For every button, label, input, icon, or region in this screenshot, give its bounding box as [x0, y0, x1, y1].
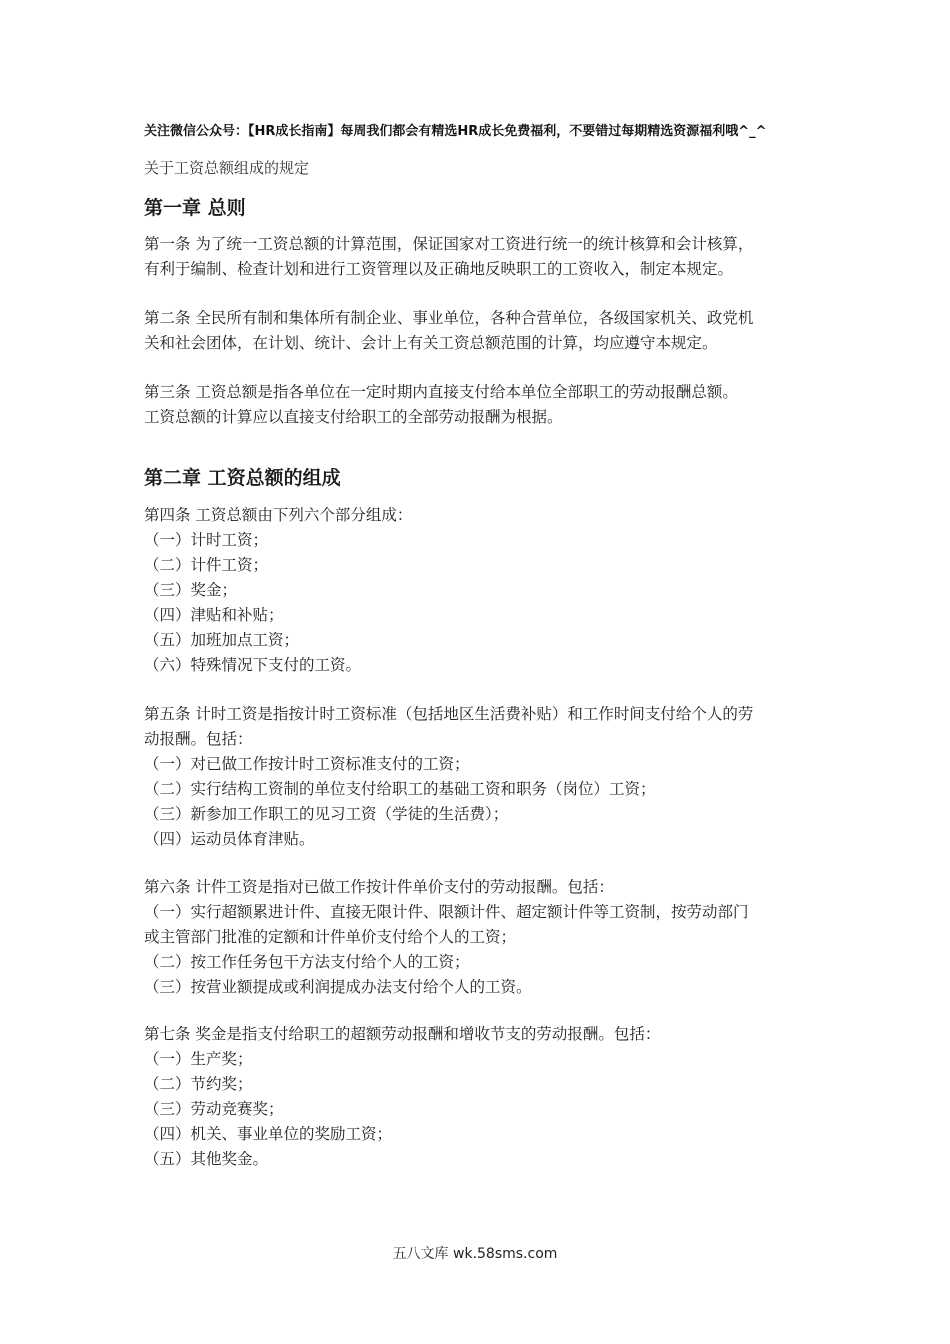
article-2: [144, 306, 814, 356]
article-1-line: 有利于编制、检查计划和进行工资管理以及正确地反映职工的工资收入，制定本规定。: [144, 260, 734, 278]
list-item: （一）计时工资；: [144, 531, 269, 549]
list-item: （五）其他奖金。: [144, 1150, 269, 1168]
article-6: [144, 875, 814, 1000]
list-item: （一）生产奖；: [144, 1050, 253, 1068]
list-item: （一）实行超额累进计件、直接无限计件、限额计件、超定额计件等工资制，按劳动部门: [144, 903, 749, 921]
list-item: （二）按工作任务包干方法支付给个人的工资；: [144, 953, 470, 971]
list-item: （四）运动员体育津贴。: [144, 830, 315, 848]
article-5-line: 动报酬。包括：: [144, 730, 253, 748]
list-item: （三）按营业额提成或利润提成办法支付给个人的工资。: [144, 978, 532, 996]
list-item: （五）加班加点工资；: [144, 631, 300, 649]
list-item: （二）节约奖；: [144, 1075, 253, 1093]
document-title: 关于工资总额组成的规定: [144, 159, 310, 177]
footer-watermark: 五八文库 wk.58sms.com: [392, 1246, 558, 1262]
article-1-line: 第一条 为了统一工资总额的计算范围，保证国家对工资进行统一的统计核算和会计核算，: [144, 235, 754, 253]
list-item: （二）实行结构工资制的单位支付给职工的基础工资和职务（岗位）工资；: [144, 780, 656, 798]
article-4-line: 第四条 工资总额由下列六个部分组成：: [144, 506, 413, 524]
list-item: （三）新参加工作职工的见习工资（学徒的生活费）；: [144, 805, 509, 823]
article-3-line: 工资总额的计算应以直接支付给职工的全部劳动报酬为根据。: [144, 408, 563, 426]
article-7-line: 第七条 奖金是指支付给职工的超额劳动报酬和增收节支的劳动报酬。包括：: [144, 1025, 661, 1043]
list-item: （一）对已做工作按计时工资标准支付的工资；: [144, 755, 470, 773]
list-item: （三）劳动竞赛奖；: [144, 1100, 284, 1118]
article-6-line: 第六条 计件工资是指对已做工作按计件单价支付的劳动报酬。包括：: [144, 878, 614, 896]
article-2-line: 关和社会团体，在计划、统计、会计上有关工资总额范围的计算，均应遵守本规定。: [144, 334, 718, 352]
list-item: （三）奖金；: [144, 581, 238, 599]
list-item: （四）机关、事业单位的奖励工资；: [144, 1125, 393, 1143]
article-2-line: 第二条 全民所有制和集体所有制企业、事业单位，各种合营单位，各级国家机关、政党机: [144, 309, 754, 327]
list-item: （四）津贴和补贴；: [144, 606, 284, 624]
article-7: [144, 1022, 814, 1172]
list-item: （六）特殊情况下支付的工资。: [144, 656, 362, 674]
wechat-notice: 关注微信公众号：【HR成长指南】每周我们都会有精选HR成长免费福利，不要错过每期精选资源福利哦^_^: [144, 124, 767, 139]
chapter-heading-1: 第一章 总则: [144, 197, 246, 219]
article-5-line: 第五条 计时工资是指按计时工资标准（包括地区生活费补贴）和工作时间支付给个人的劳: [144, 705, 754, 723]
article-3: [144, 380, 814, 430]
chapter-heading-2: 第二章 工资总额的组成: [144, 467, 341, 489]
article-4: [144, 503, 814, 678]
article-5: [144, 702, 814, 852]
list-item: （二）计件工资；: [144, 556, 269, 574]
article-1: [144, 232, 814, 282]
list-item: 或主管部门批准的定额和计件单价支付给个人的工资；: [144, 928, 517, 946]
article-3-line: 第三条 工资总额是指各单位在一定时期内直接支付给本单位全部职工的劳动报酬总额。: [144, 383, 738, 401]
